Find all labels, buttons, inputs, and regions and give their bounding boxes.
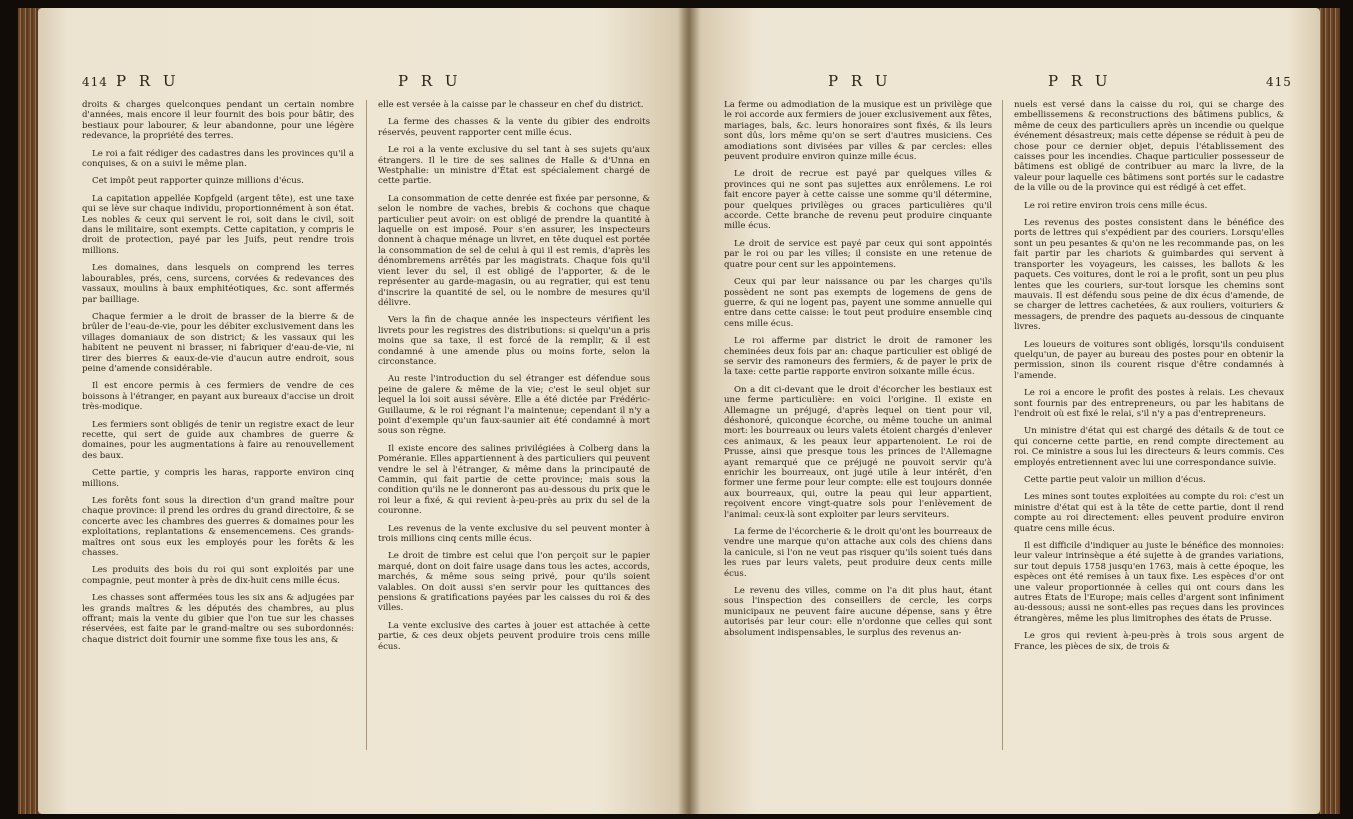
paragraph: Il est encore permis à ces fermiers de vendre de ces boissons à l'étranger, en payant aux bureaux d'accise un droit très-modique. (82, 381, 354, 413)
left-running-head-2: P R U (398, 72, 462, 90)
paragraph: Le roi a la vente exclusive du sel tant à ses sujets qu'aux étrangers. Il le tire de ses salines de Halle & d'Unna en Westphalie: un ministre d'État est spécialement chargé de cette partie. (378, 145, 650, 187)
paragraph: Les domaines, dans lesquels on comprend les terres labourables, prés, cens, surcens, corvées & redevances des vassaux, moulins à baux emphitéotiques, &c. sont affermés par bailliage. (82, 263, 354, 305)
paragraph: Cette partie peut valoir un million d'écus. (1024, 475, 1206, 485)
column-rule (1002, 100, 1003, 750)
paragraph: Le droit de timbre est celui que l'on perçoit sur le papier marqué, dont on doit faire usage dans tous les actes, accords, marchés, & même sous seing privé, pour qu'ils soient valables. On doit aussi s'en servir pour les quittances des pensions & gratifications payées par les caisses du roi & des villes. (378, 551, 650, 614)
paragraph: Les forêts font sous la direction d'un grand maître pour chaque province: il prend les ordres du grand directoire, & se concerte avec les chambres des guerres & domaines pour les exploitations, replantations & ensemencemens. Ces grands-maîtres ont sous eux les employés pour les forêts & les chasses. (82, 496, 354, 559)
paragraph: La ferme de l'écorcherie & le droit qu'ont les bourreaux de vendre une marque qu'on attache aux cols des chiens dans la canicule, si l'on ne veut pas risquer qu'ils soient tués dans les rues par leurs valets, peut produire deux cents mille écus. (724, 527, 992, 579)
paragraph: Ceux qui par leur naissance ou par les charges qu'ils possèdent ne sont pas exempts de logemens de gens de guerre, & qui ne logent pas, payent une somme annuelle qui entre dans cette caisse: le tout peut produire ensemble cinq cens mille écus. (724, 277, 992, 329)
paragraph: Le roi a encore le profit des postes à relais. Les chevaux sont fournis par des entrepreneurs, ou par les habitans de l'endroit où est fixé le relai, s'il n'y a pas d'entrepreneurs. (1014, 388, 1284, 419)
paragraph: La ferme des chasses & la vente du gibier des endroits réservés, peuvent rapporter cent mille écus. (378, 117, 650, 138)
page-edges-left (18, 8, 40, 814)
paragraph: Au reste l'introduction du sel étranger est défendue sous peine de galere & même de la vie; c'est le seul objet sur lequel la loi soit aussi sévère. Elle a été dictée par Frédéric-Guillaume, & le roi régnant l'a maintenue; cependant il n'y a point d'exemple qu'un faux-saunier ait été condamné à mort sous son règne. (378, 374, 650, 437)
open-book (18, 8, 1340, 814)
right-column-2 (1014, 100, 1284, 659)
paragraph: droits & charges quelconques pendant un certain nombre d'années, mais encore il leur fournit des bois pour bâtir, des bestiaux pour labourer, & leur abandonne, pour une légère redevance, la propriété des terres. (82, 100, 354, 142)
paragraph: Le revenu des villes, comme on l'a dit plus haut, étant sous l'inspection des conseillers de cercle, les corps municipaux ne peuvent faire aucune dépense, sans y être autorisés par leur cour: elle n'ordonne que celles qui sont absolument indispensables, le surplus des revenus an- (724, 586, 992, 638)
paragraph: Le roi a fait rédiger des cadastres dans les provinces qu'il a conquises, & on a suivi le même plan. (82, 148, 354, 170)
paragraph: Un ministre d'état qui est chargé des détails & de tout ce qui concerne cette partie, en rend compte directement au roi. Ce ministre a sous lui les directeurs & leurs commis. Ces employés entretiennent avec lui une correspondance suivie. (1014, 426, 1284, 468)
paragraph: Le roi afferme par district le droit de ramoner les cheminées deux fois par an: chaque particulier est obligé de se servir des ramoneurs des fermiers, & de payer le prix de la taxe: cette partie rapporte environ soixante mille écus. (724, 336, 992, 378)
paragraph: Les mines sont toutes exploitées au compte du roi: c'est un ministre d'état qui est à la tête de cette partie, dont il rend compte au roi directement: elles peuvent produire environ quatre cens mille écus. (1014, 492, 1284, 534)
paragraph: Le droit de service est payé par ceux qui sont appointés par le roi ou par les villes; il consiste en une retenue de quatre pour cent sur les appointemens. (724, 238, 992, 270)
paragraph: Le gros qui revient à-peu-près à trois sous argent de France, les pièces de six, de trois & (1014, 631, 1284, 652)
paragraph: Il est difficile d'indiquer au juste le bénéfice des monnoies: leur valeur intrinsèque a été sujette à de grandes variations, sur tout depuis 1758 jusqu'en 1763, mais à cette époque, les espèces ont été remises à un taux fixe. Les espèces d'or ont une valeur proportionnée à celles qui ont cours dans les autres États de l'Europe; mais celles d'argent sont infiniment au-dessous; aussi ne sont-elles pas reçues dans les provinces étrangères, même les plus limitrophes des états de Prusse. (1014, 541, 1284, 624)
paragraph: La capitation appellée Kopfgeld (argent tête), est une taxe qui se lève sur chaque individu, proportionnément à son état. Les nobles & ceux qui servent le roi, soit dans le civil, soit dans le militaire, sont exempts. Cette capitation, y compris le droit de protection, payé par les Juifs, peut rendre trois millions. (82, 193, 354, 256)
paragraph: Le droit de recrue est payé par quelques villes & provinces qui ne sont pas sujettes aux enrôlemens. Le roi fait encore payer à cette caisse une somme qu'il détermine, pour quelques privilèges ou graces particulières qu'il accorde. Cette branche de revenu peut produire cinquante mille écus. (724, 169, 992, 232)
paragraph: Cette partie, y compris les haras, rapporte environ cinq millions. (82, 468, 354, 489)
paragraph: nuels est versé dans la caisse du roi, qui se charge des embellissemens & reconstructions des bâtimens publics, & même de ceux des particuliers après un incendie ou quelque événement désastreux; mais cette dépense se réduit à peu de chose pour ce dernier objet, depuis l'établissement des caisses pour les incendies. Chaque particulier possesseur de bâtimens est obligé de contribuer au marc la livre, de la valeur pour laquelle ces bâtimens sont portés sur le cadastre de la ville ou de la province qui est rédigé à cet effet. (1014, 100, 1284, 194)
paragraph: Les fermiers sont obligés de tenir un registre exact de leur recette, qui sert de guide aux chambres de guerre & domaines, pour les augmentations à faire au renouvellement des baux. (82, 419, 354, 461)
right-column-1 (724, 100, 992, 645)
paragraph: Il existe encore des salines privilégiées à Colberg dans la Poméranie. Elles appartiennent à des particuliers qui peuvent vendre le sel à l'étranger, & même dans la principauté de Cammin, qui fait partie de cette province; mais sous la condition qu'ils ne le donneront pas au-dessous du prix que le roi leur a fixé, & qui revient à-peu-près au prix du sel de la couronne. (378, 443, 650, 517)
paragraph: Les revenus des postes consistent dans le bénéfice des ports de lettres qui s'expédient par des couriers. Lorsqu'elles sont un peu pesantes & qu'on ne les recommande pas, on les fait partir par les chariots & guimbardes qui servent à transporter les voyageurs, les caisses, les ballots & les paquets. Ces voitures, dont le roi a le profit, sont un peu plus lentes que les couriers, sur-tout lorsque les chemins sont mauvais. Il est défendu sous peine de dix écus d'amende, de se charger de lettres cachetées, & aux rouliers, voituriers & messagers, de prendre des paquets au-dessous de cinquante livres. (1014, 218, 1284, 333)
paragraph: Les chasses sont affermées tous les six ans & adjugées par les grands maîtres & les députés des chambres, au plus offrant; mais la vente du gibier que l'on tue sur les chasses réservées, est faite par le grand-maître ou ses subordonnés: chaque district doit fournir une somme fixe tous les ans, & (82, 593, 354, 645)
left-column-1 (82, 100, 354, 652)
page-edges-right (1318, 8, 1340, 814)
paragraph: Les loueurs de voitures sont obligés, lorsqu'ils conduisent quelqu'un, de payer au bureau des postes pour en obtenir la permission, sinon ils courent risque d'être condamnés à l'amende. (1014, 339, 1284, 381)
column-rule (366, 100, 367, 750)
right-running-head-2: P R U (1048, 72, 1112, 90)
right-running-head-1: P R U (828, 72, 892, 90)
paragraph: Les produits des bois du roi qui sont exploités par une compagnie, peut monter à près de dix-huit cens mille écus. (82, 565, 354, 586)
paragraph: La vente exclusive des cartes à jouer est attachée à cette partie, & ces deux objets peuvent produire trois cens mille écus. (378, 620, 650, 652)
paragraph: La consommation de cette denrée est fixée par personne, & selon le nombre de vaches, brebis & cochons que chaque particulier peut avoir: on est obligé de prendre la quantité à laquelle on est imposé. Pour s'en assurer, les inspecteurs donnent à chaque ménage un livret, en tête duquel est portée la consommation de sel de celui à qui il est remis, d'après les dénombremens arrêtés par les magistrats. Chaque fois qu'il vient lever du sel, il est obligé de l'apporter, & de le représenter au garde-magasin, ou au regratier, qui est tenu d'inscrire la quantité de sel, ou le nombre de mesures qu'il délivre. (378, 193, 650, 308)
paragraph: elle est versée à la caisse par le chasseur en chef du district. (378, 100, 644, 110)
right-page-number: 415 (1266, 75, 1292, 89)
paragraph: On a dit ci-devant que le droit d'écorcher les bestiaux est une ferme particulière: en voici l'origine. Il existe en Allemagne un préjugé, d'après lequel on tient pour vil, déshonoré, quiconque écorche, ou même touche un animal mort: les bourreaux ou leurs valets étoient chargés d'enlever ces animaux, & les peaux leur appartenoient. Le roi de Prusse, ainsi que presque tous les princes de l'Allemagne ayant remarqué que ce préjugé ne pouvoit servir qu'à enrichir les bourreaux, ont jugé utile à leur intérêt, d'en former une ferme pour leur compte: elle est toujours donnée aux bourreaux, qui, outre la peau qui leur appartient, reçoivent encore vingt-quatre sols pour l'enlèvement de l'animal: ceux-là sont exploiter par leurs serviteurs. (724, 384, 992, 520)
paragraph: Chaque fermier a le droit de brasser de la bierre & de brûler de l'eau-de-vie, pour les débiter exclusivement dans les villages domaniaux de son district; & les vassaux qui les habitent ne peuvent ni brasser, ni fabriquer d'eau-de-vie, ni tirer des bierres & eaux-de-vie d'aucun autre endroit, sous peine d'amende considérable. (82, 311, 354, 374)
left-column-2 (378, 100, 650, 659)
paragraph: Cet impôt peut rapporter quinze millions d'écus. (92, 176, 304, 187)
left-running-head-1: P R U (116, 72, 180, 90)
paragraph: Les revenus de la vente exclusive du sel peuvent monter à trois millions cinq cents mille écus. (378, 523, 650, 545)
paragraph: La ferme ou admodiation de la musique est un privilège que le roi accorde aux fermiers de jouer exclusivement aux fêtes, mariages, bals, &c. leurs honoraires sont fixés, & ils leurs sont dûs, lors même qu'on se sert d'autres musiciens. Ces amodiations sont divisées par villes & par cercles: elles peuvent produire environ quinze mille écus. (724, 100, 992, 163)
paragraph: Le roi retire environ trois cens mille écus. (1024, 200, 1208, 211)
left-page-number: 414 (82, 75, 108, 89)
left-page (38, 8, 688, 814)
paragraph: Vers la fin de chaque année les inspecteurs vérifient les livrets pour les registres des distributions: si quelqu'un a pris moins que sa taxe, il est forcé de la remplir, & il est condamné à une amende plus ou moins forte, selon la circonstance. (378, 315, 650, 367)
right-page (688, 8, 1320, 814)
